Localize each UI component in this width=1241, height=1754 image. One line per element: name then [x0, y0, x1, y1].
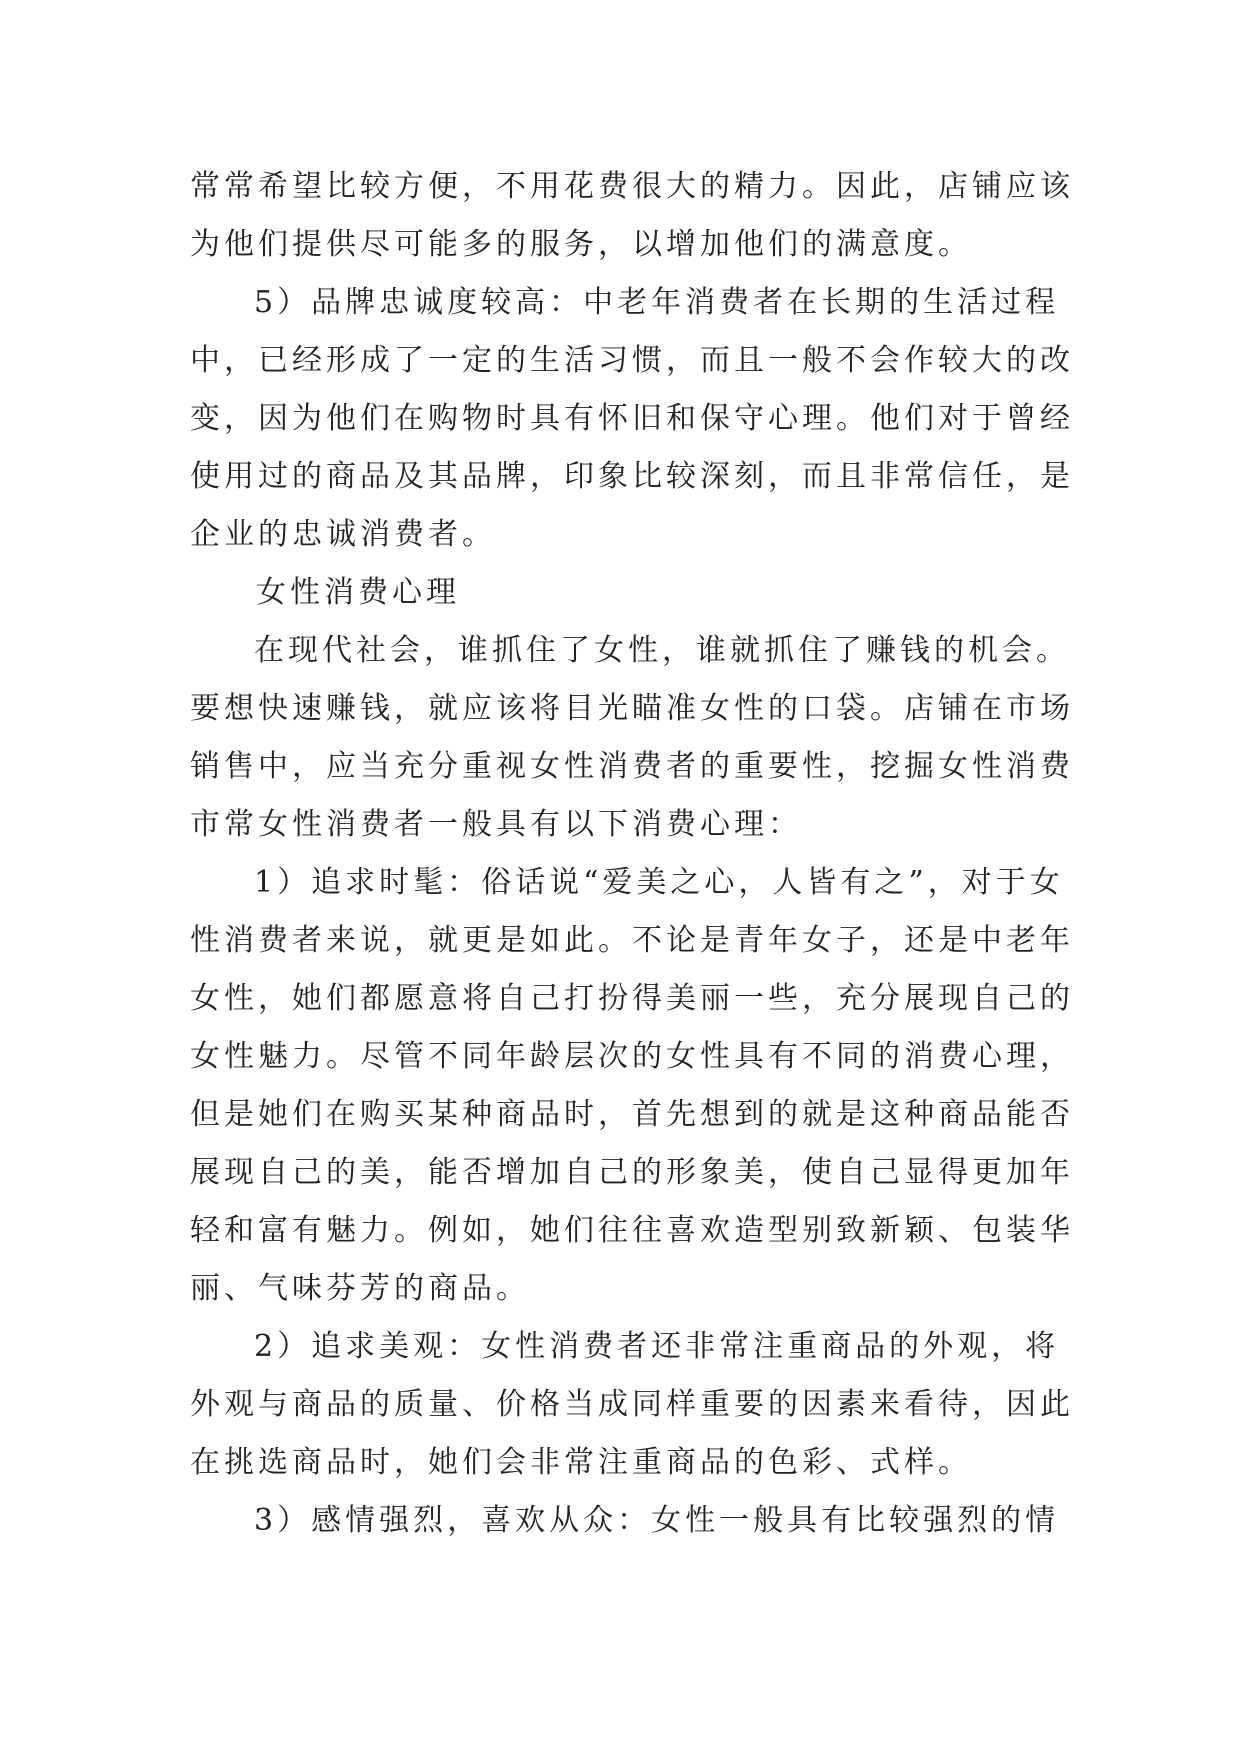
text-line: 在挑选商品时，她们会非常注重商品的色彩、式样。	[190, 1445, 972, 1480]
text-line: 常常希望比较方便，不用花费很大的精力。因此，店铺应该	[190, 169, 1074, 204]
text-line: 女性，她们都愿意将自己打扮得美丽一些，充分展现自己的	[190, 981, 1074, 1016]
text-line: 3）感情强烈，喜欢从众：女性一般具有比较强烈的情	[254, 1503, 1060, 1538]
text-line: 企业的忠诚消费者。	[190, 517, 496, 552]
text-line: 使用过的商品及其品牌，印象比较深刻，而且非常信任，是	[190, 459, 1074, 494]
text-line: 1）追求时髦：俗话说“爱美之心，人皆有之”，对于女	[254, 865, 1064, 900]
text-line: 为他们提供尽可能多的服务，以增加他们的满意度。	[190, 227, 972, 262]
text-line: 丽、气味芬芳的商品。	[190, 1271, 530, 1306]
text-line: 2）追求美观：女性消费者还非常注重商品的外观，将	[254, 1329, 1060, 1364]
text-line: 中，已经形成了一定的生活习惯，而且一般不会作较大的改	[190, 343, 1074, 378]
text-line: 市常女性消费者一般具有以下消费心理：	[190, 807, 802, 842]
text-line: 女性魅力。尽管不同年龄层次的女性具有不同的消费心理，	[190, 1039, 1074, 1074]
text-line: 外观与商品的质量、价格当成同样重要的因素来看待，因此	[190, 1387, 1074, 1422]
body-text	[190, 158, 1074, 1550]
text-line: 销售中，应当充分重视女性消费者的重要性，挖掘女性消费	[190, 749, 1074, 784]
text-line: 但是她们在购买某种商品时，首先想到的就是这种商品能否	[190, 1097, 1074, 1132]
text-line: 展现自己的美，能否增加自己的形象美，使自己显得更加年	[190, 1155, 1074, 1190]
text-line: 变，因为他们在购物时具有怀旧和保守心理。他们对于曾经	[190, 401, 1074, 436]
text-line: 性消费者来说，就更是如此。不论是青年女子，还是中老年	[190, 923, 1074, 958]
text-line: 要想快速赚钱，就应该将目光瞄准女性的口袋。店铺在市场	[190, 691, 1074, 726]
section-heading: 女性消费心理	[256, 575, 460, 610]
text-line: 轻和富有魅力。例如，她们往往喜欢造型别致新颖、包装华	[190, 1213, 1074, 1248]
text-line: 在现代社会，谁抓住了女性，谁就抓住了赚钱的机会。	[254, 633, 1070, 668]
text-line: 5）品牌忠诚度较高：中老年消费者在长期的生活过程	[254, 285, 1060, 320]
